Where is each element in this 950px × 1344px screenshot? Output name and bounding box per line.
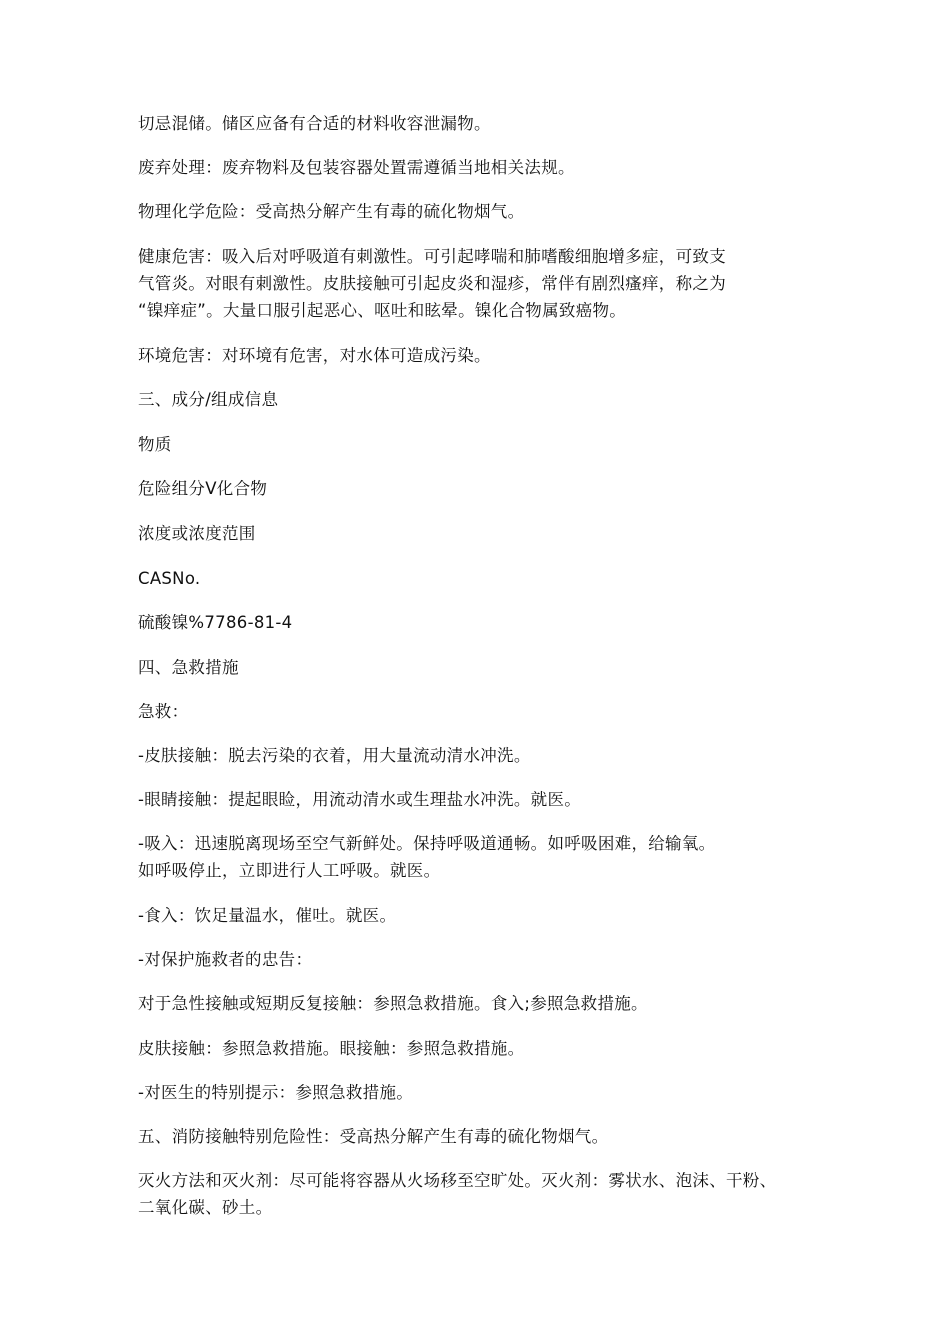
paragraph-nickel-sulfate: 硫酸镍%7786-81-4 [138,613,293,632]
paragraph-hazardous-component: 危险组分Ⅴ化合物 [138,479,268,498]
paragraph-environmental-hazard: 环境危害：对环境有危害，对水体可造成污染。 [138,346,491,365]
paragraph-skin-eye-reference: 皮肤接触：参照急救措施。眼接触：参照急救措施。 [138,1039,525,1058]
paragraph-physical-chemical-hazard: 物理化学危险：受高热分解产生有毒的硫化物烟气。 [138,202,525,221]
paragraph-inhalation: -吸入：迅速脱离现场至空气新鲜处。保持呼吸道通畅。如呼吸困难，给输氧。 如呼吸停止，立即进行人工呼吸。就医。 [138,834,716,880]
paragraph-first-aid-label: 急救： [138,702,189,721]
section-heading-first-aid: 四、急救措施 [138,658,239,677]
paragraph-substance: 物质 [138,435,172,454]
paragraph-cas-no: CASNo. [138,569,201,588]
paragraph-concentration: 浓度或浓度范围 [138,524,256,543]
section-heading-composition: 三、成分/组成信息 [138,390,279,409]
paragraph-ingestion: -食入：饮足量温水，催吐。就医。 [138,906,397,925]
paragraph-storage-note: 切忌混储。储区应备有合适的材料收容泄漏物。 [138,114,491,133]
paragraph-skin-contact: -皮肤接触：脱去污染的衣着，用大量流动清水冲洗。 [138,746,531,765]
paragraph-rescuer-advice: -对保护施救者的忠告： [138,950,313,969]
paragraph-extinguishing-methods: 灭火方法和灭火剂：尽可能将容器从火场移至空旷处。灭火剂：雾状水、泡沫、干粉、 二氧化碳、砂土。 [138,1171,777,1217]
paragraph-acute-exposure: 对于急性接触或短期反复接触：参照急救措施。食入;参照急救措施。 [138,994,648,1013]
paragraph-doctor-note: -对医生的特别提示：参照急救措施。 [138,1083,414,1102]
paragraph-health-hazard: 健康危害：吸入后对呼吸道有刺激性。可引起哮喘和肺嗜酸细胞增多症，可致支 气管炎。对眼有刺激性。皮肤接触可引起皮炎和湿疹，常伴有剧烈瘙痒，称之为 “镍痒症”。大量口服引起恶心、呕吐和眩晕。镍化合物属致癌物。 [138,247,726,320]
section-heading-firefighting: 五、消防接触特别危险性：受高热分解产生有毒的硫化物烟气。 [138,1127,609,1146]
paragraph-disposal: 废弃处理：废弃物料及包装容器处置需遵循当地相关法规。 [138,158,575,177]
paragraph-eye-contact: -眼睛接触：提起眼睑，用流动清水或生理盐水冲洗。就医。 [138,790,582,809]
